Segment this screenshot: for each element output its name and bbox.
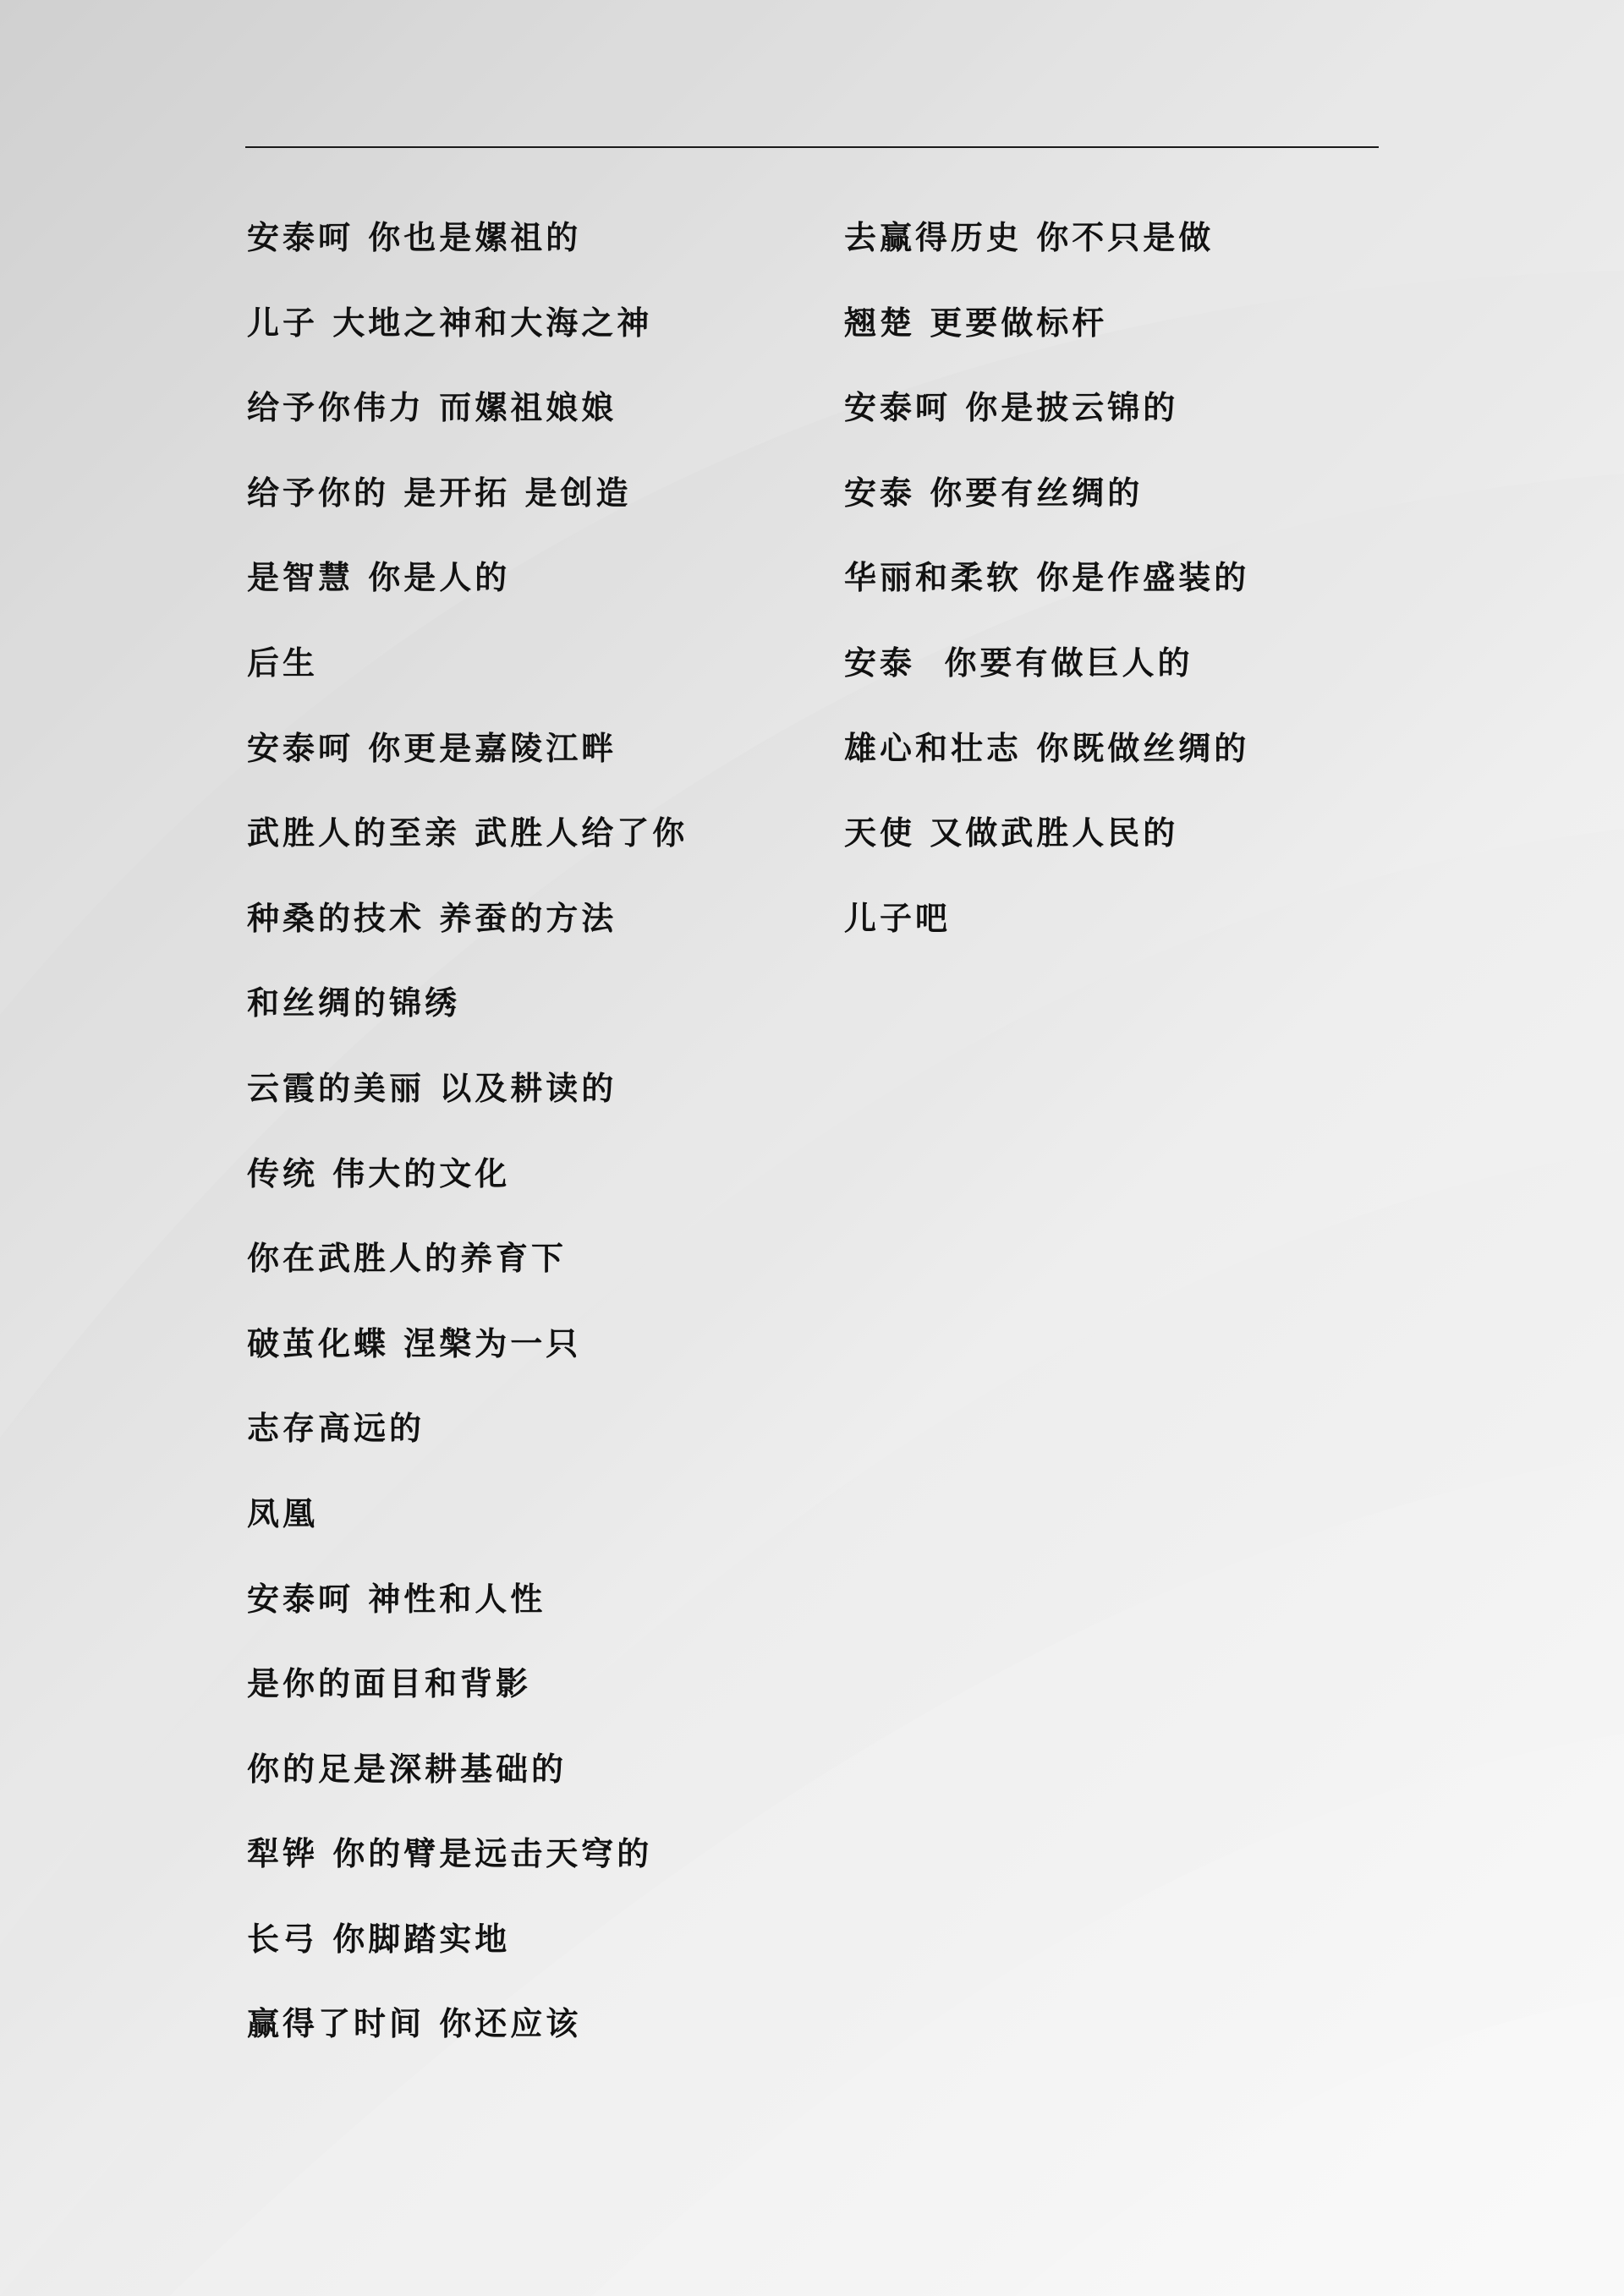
poem-line: 武胜人的至亲 武胜人给了你	[247, 814, 689, 852]
poem-line: 去赢得历史 你不只是做	[844, 218, 1215, 256]
poem-line: 长弓 你脚踏实地	[247, 1919, 511, 1958]
poem-line: 后生	[247, 643, 319, 682]
poem-line: 给予你的 是开拓 是创造	[247, 473, 632, 512]
header-rule	[245, 146, 1379, 148]
poem-line: 是智慧 你是人的	[247, 558, 511, 597]
poem-line: 种桑的技术 养蚕的方法	[247, 898, 617, 937]
poem-line: 翘楚 更要做标杆	[844, 303, 1108, 342]
poem-line: 安泰 你要有做巨人的	[844, 643, 1193, 682]
poem-line: 凤凰	[247, 1493, 319, 1532]
poem-line: 和丝绸的锦绣	[247, 984, 461, 1022]
poem-line: 安泰呵 神性和人性	[247, 1579, 546, 1618]
poem-line: 云霞的美丽 以及耕读的	[247, 1068, 617, 1107]
poem-line: 你在武胜人的养育下	[247, 1239, 568, 1278]
poem-line: 犁铧 你的臂是远击天穹的	[247, 1834, 653, 1873]
poem-right-column	[844, 216, 1369, 981]
poem-line: 传统 伟大的文化	[247, 1153, 511, 1192]
poem-left-column	[247, 216, 822, 2087]
poem-line: 雄心和壮志 你既做丝绸的	[844, 728, 1250, 767]
poem-line: 给予你伟力 而嫘祖娘娘	[247, 388, 617, 427]
poem-line: 儿子吧	[844, 898, 952, 937]
poem-line: 安泰 你要有丝绸的	[844, 473, 1144, 512]
poem-line: 赢得了时间 你还应该	[247, 2004, 582, 2043]
poem-line: 破茧化蝶 涅槃为一只	[247, 1323, 582, 1362]
poem-line: 天使 又做武胜人民的	[844, 814, 1179, 852]
poem-line: 志存高远的	[247, 1409, 425, 1448]
poem-line: 你的足是深耕基础的	[247, 1749, 568, 1788]
poem-line: 是你的面目和背影	[247, 1664, 532, 1703]
poem-line: 安泰呵 你也是嫘祖的	[247, 218, 582, 256]
poem-line: 安泰呵 你更是嘉陵江畔	[247, 728, 617, 767]
poem-line: 华丽和柔软 你是作盛装的	[844, 558, 1250, 597]
poem-line: 儿子 大地之神和大海之神	[247, 303, 653, 342]
poem-line: 安泰呵 你是披云锦的	[844, 388, 1179, 427]
